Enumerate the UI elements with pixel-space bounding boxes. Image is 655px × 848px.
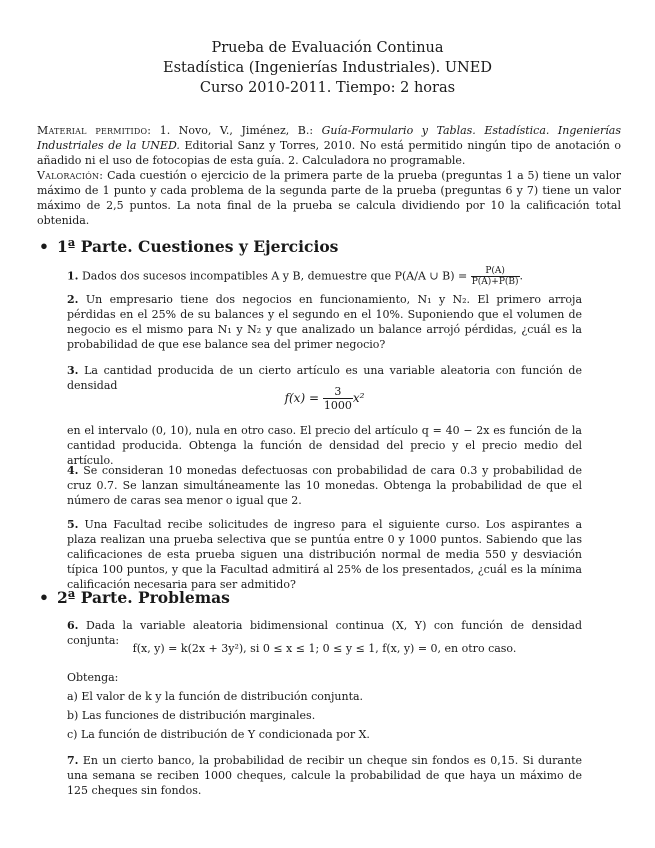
material-book: Guía-Formulario y Tablas. Estadística. Ingenierías Industriales de la UNED. [37, 124, 621, 152]
valoracion-text: Cada cuestión o ejercicio de la primera parte de la prueba (preguntas 1 a 5) tiene un valor máximo de 1 punto y cada problema de la segunda parte de la prueba (preguntas 6 y 7) tiene un valor máximo de 2,5 puntos. La nota final de la prueba se calcula dividiendo por 10 la calificación total obtenida. [37, 169, 621, 227]
q3-number: 3. [67, 364, 79, 377]
part2-title-text: 2ª Parte. Problemas [57, 588, 230, 607]
q3-text: La cantidad producida de un cierto artículo es una variable aleatoria con función de densidad [67, 364, 582, 392]
q1-frac-num: P(A) [471, 266, 520, 277]
question-1: 1. Dados dos sucesos incompatibles A y B, demuestre que P(A/A ∪ B) = $\frac{P(A)}{P(A)+P(B)}$ . [67, 266, 524, 287]
part2-title [39, 588, 230, 607]
q7-number: 7. [67, 754, 79, 767]
q1-fraction [471, 266, 520, 287]
bullet-icon: • [39, 237, 49, 256]
q3-formula-rhs: x² [352, 391, 365, 405]
part1-title [39, 237, 338, 256]
bullet-icon: • [39, 588, 49, 607]
q6-a-text: a) El valor de k y la función de distribución conjunta. [67, 690, 364, 703]
q6-c-text: c) La función de distribución de Y condicionada por X. [67, 728, 370, 741]
q6-formula-text: f(x, y) = k(2x + 3y²), si 0 ≤ x ≤ 1; 0 ≤ y ≤ 1, f(x, y) = 0, en otro caso. [132, 642, 517, 655]
header-course: Curso 2010-2011. Tiempo: 2 horas [199, 80, 456, 96]
q6-part-b [67, 708, 582, 723]
material-text-1: 1. Novo, V., Jiménez, B.: [151, 124, 322, 137]
q3-text-2: en el intervalo (0, 10), nula en otro caso. El precio del artículo q = 40 − 2x es función de la cantidad producida. Obtenga la función de densidad del precio y el precio medio del artículo. [67, 424, 582, 467]
material-label: Material permitido: [37, 124, 152, 137]
question-5 [67, 517, 582, 592]
q6-b-text: b) Las funciones de distribución marginales. [67, 709, 316, 722]
q3-formula-lhs: f(x) = [284, 391, 320, 405]
q1-number: 1. [67, 269, 79, 283]
q1-frac-den: P(A)+P(B) [471, 277, 519, 287]
q3-fraction [323, 385, 353, 412]
q2-text: Un empresario tiene dos negocios en funcionamiento, N₁ y N₂. El primero arroja pérdidas en el 25% de su balances y el segundo en el 10%. Suponiendo que el volumen de negocio es el mismo para N₁ y N₂ y que analizado un balance arrojó pérdidas, ¿cuál es la probabilidad de que ese balance sea del primer negocio? [67, 293, 583, 351]
question-4 [67, 463, 582, 508]
q2-number: 2. [67, 293, 79, 306]
q5-number: 5. [67, 518, 79, 531]
header-title: Prueba de Evaluación Continua [211, 40, 444, 56]
q4-number: 4. [67, 464, 79, 477]
q4-text: Se consideran 10 monedas defectuosas con probabilidad de cara 0.3 y probabilidad de cruz 0.7. Se lanzan simultáneamente las 10 monedas. Obtenga la probabilidad de que el número de caras sea menor o igual que 2. [67, 464, 582, 507]
q1-text: Dados dos sucesos incompatibles A y B, demuestre que P(A/A ∪ B) = [81, 269, 468, 283]
question-3-cont [67, 423, 582, 468]
q6-part-a [67, 689, 582, 704]
q6-obtenga [67, 670, 582, 685]
q3-formula [67, 385, 582, 412]
valoracion-label: Valoración: [37, 169, 104, 182]
question-2 [67, 292, 582, 352]
question-7 [67, 753, 582, 798]
q6-obtenga-text: Obtenga: [67, 671, 119, 684]
q3-frac-den: 1000 [323, 399, 352, 412]
header-subject: Estadística (Ingenierías Industriales). UNED [163, 60, 492, 76]
material-text-2: Editorial Sanz y Torres, 2010. No está permitido ningún tipo de anotación o añadido ni el uso de fotocopias de esta guía. 2. Calculadora no programable. [37, 139, 621, 167]
q6-part-c [67, 727, 582, 742]
exam-header [0, 38, 655, 98]
q7-text: En un cierto banco, la probabilidad de recibir un cheque sin fondos es 0,15. Si durante una semana se reciben 1000 cheques, calcule la probabilidad de que haya un máximo de 125 cheques sin fondos. [67, 754, 583, 797]
exam-instructions [37, 123, 621, 228]
q6-text: Dada la variable aleatoria bidimensional continua (X, Y) con función de densidad conjunta: [67, 619, 582, 647]
q6-formula [67, 642, 582, 655]
q3-frac-num: 3 [323, 385, 353, 399]
part1-title-text: 1ª Parte. Cuestiones y Ejercicios [57, 237, 339, 256]
q6-number: 6. [67, 619, 79, 632]
q5-text: Una Facultad recibe solicitudes de ingreso para el siguiente curso. Los aspirantes a plaza realizan una prueba selectiva que se puntúa entre 0 y 1000 puntos. Sabiendo que las calificaciones de esta prueba siguen una distribución normal de media 550 y desviación típica 100 puntos, y que la Facultad admitirá al 25% de los presentados, ¿cuál es la mínima calificación necesaria para ser admitido? [67, 518, 583, 591]
